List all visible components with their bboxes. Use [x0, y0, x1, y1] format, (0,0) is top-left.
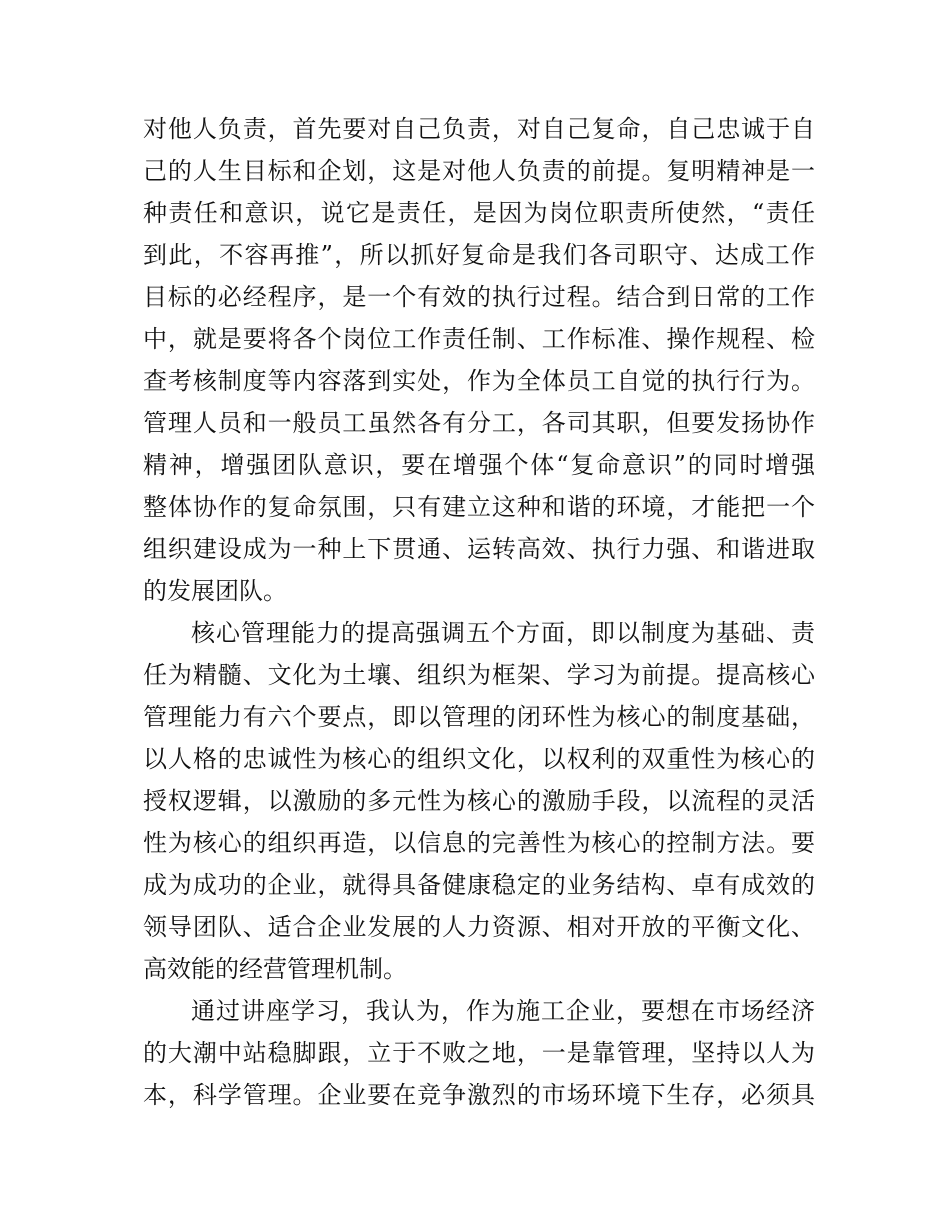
text-line: 管理人员和一般员工虽然各有分工，各司其职，但要发扬协作 — [143, 409, 815, 437]
text-line: 组织建设成为一种上下贯通、运转高效、执行力强、和谐进取 — [143, 535, 815, 563]
body-text — [143, 108, 815, 1116]
text-line: 本，科学管理。企业要在竞争激烈的市场环境下生存，必须具 — [143, 1081, 815, 1109]
text-line: 中，就是要将各个岗位工作责任制、工作标准、操作规程、检 — [143, 325, 815, 353]
text-line: 到此，不容再推”，所以抓好复命是我们各司职守、达成工作 — [143, 241, 815, 269]
text-line: 性为核心的组织再造，以信息的完善性为核心的控制方法。要 — [143, 829, 815, 857]
text-line: 管理能力有六个要点，即以管理的闭环性为核心的制度基础， — [143, 703, 815, 731]
text-line: 精神，增强团队意识，要在增强个体“复命意识”的同时增强 — [143, 451, 815, 479]
text-line: 授权逻辑，以激励的多元性为核心的激励手段，以流程的灵活 — [143, 787, 815, 815]
text-line: 种责任和意识，说它是责任，是因为岗位职责所使然，“责任 — [143, 199, 815, 227]
text-line: 己的人生目标和企划，这是对他人负责的前提。复明精神是一 — [143, 157, 815, 185]
text-line: 高效能的经营管理机制。 — [143, 955, 407, 983]
text-line: 整体协作的复命氛围，只有建立这种和谐的环境，才能把一个 — [143, 493, 815, 521]
text-line: 任为精髓、文化为土壤、组织为框架、学习为前提。提高核心 — [143, 661, 815, 689]
text-line: 的发展团队。 — [143, 577, 287, 605]
text-line: 对他人负责，首先要对自己负责，对自己复命，自己忠诚于自 — [143, 115, 815, 143]
text-line: 以人格的忠诚性为核心的组织文化，以权利的双重性为核心的 — [143, 745, 815, 773]
text-line: 通过讲座学习，我认为，作为施工企业，要想在市场经济 — [191, 997, 815, 1025]
text-line: 领导团队、适合企业发展的人力资源、相对开放的平衡文化、 — [143, 913, 815, 941]
text-line: 查考核制度等内容落到实处，作为全体员工自觉的执行行为。 — [143, 367, 815, 395]
text-line: 核心管理能力的提高强调五个方面，即以制度为基础、责 — [191, 619, 815, 647]
text-line: 的大潮中站稳脚跟，立于不败之地，一是靠管理，坚持以人为 — [143, 1039, 815, 1067]
text-line: 成为成功的企业，就得具备健康稳定的业务结构、卓有成效的 — [143, 871, 815, 899]
text-line: 目标的必经程序，是一个有效的执行过程。结合到日常的工作 — [143, 283, 815, 311]
